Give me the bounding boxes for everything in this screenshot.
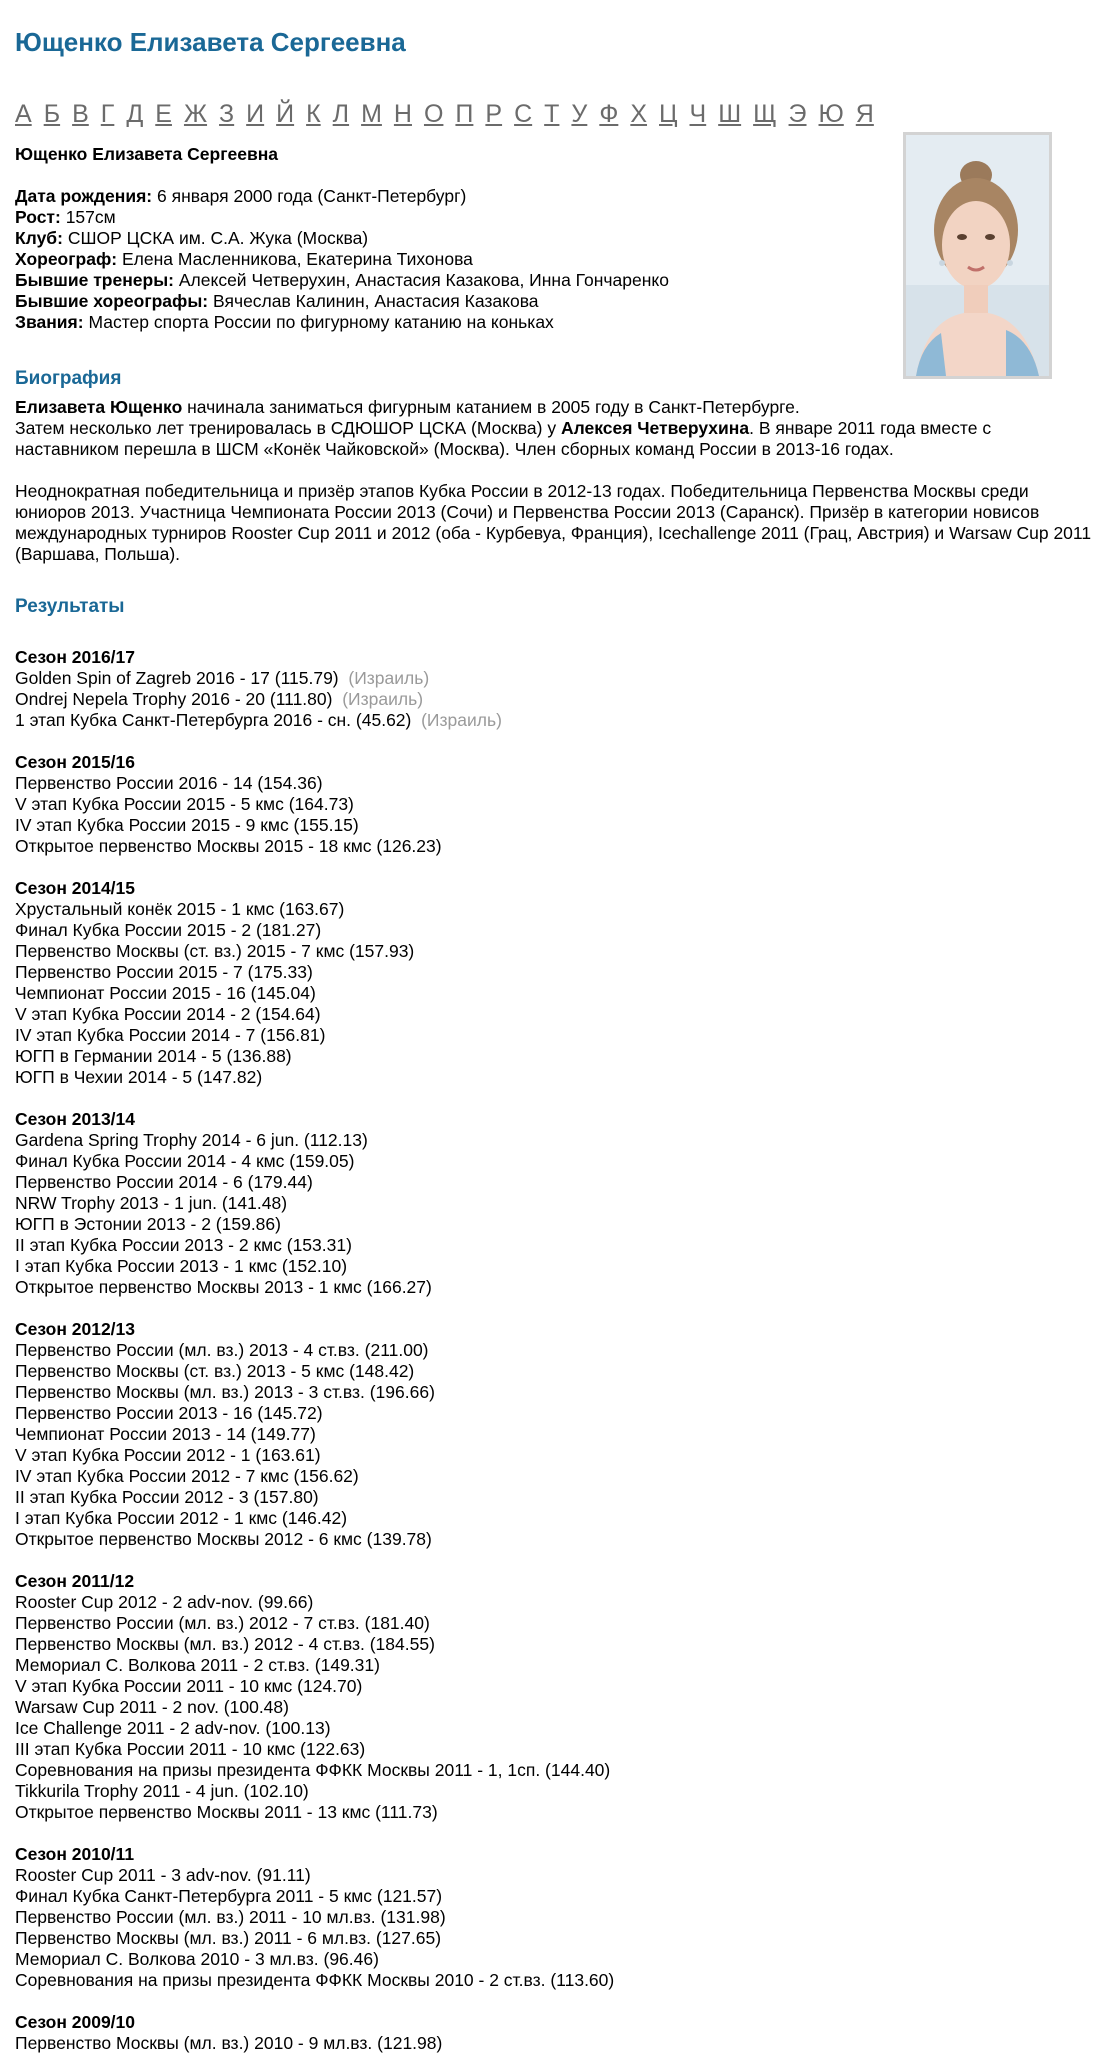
season-block	[15, 1844, 1099, 2012]
result-text: I этап Кубка России 2013 - 1 кмс (152.10)	[15, 1256, 348, 1276]
alphabet-letter-link[interactable]: С	[514, 100, 533, 128]
result-item	[15, 1760, 1099, 1781]
result-item	[15, 1487, 1099, 1508]
result-item	[15, 1004, 1099, 1025]
result-text: IV этап Кубка России 2012 - 7 кмс (156.62)	[15, 1466, 359, 1486]
alphabet-letter-link[interactable]: З	[219, 100, 235, 128]
result-item	[15, 1592, 1099, 1613]
profile-field-value: Вячеслав Калинин, Анастасия Казакова	[213, 291, 539, 311]
season-title: Сезон 2012/13	[15, 1319, 136, 1339]
result-item	[15, 1865, 1099, 1886]
result-text: Соревнования на призы президента ФФКК Москвы 2011 - 1, 1сп. (144.40)	[15, 1760, 611, 1780]
result-text: Первенство Москвы (мл. вз.) 2013 - 3 ст.вз. (196.66)	[15, 1382, 435, 1402]
result-text: Первенство России 2014 - 6 (179.44)	[15, 1172, 313, 1192]
result-text: Открытое первенство Москвы 2011 - 13 кмс (111.73)	[15, 1802, 438, 1822]
season-title: Сезон 2010/11	[15, 1844, 135, 1864]
alphabet-letter-link[interactable]: Ш	[718, 100, 742, 128]
alphabet-letter-link[interactable]: Х	[630, 100, 648, 128]
season-block	[15, 752, 1099, 878]
result-item	[15, 1529, 1099, 1550]
result-text: Первенство Москвы (ст. вз.) 2015 - 7 кмс (157.93)	[15, 941, 415, 961]
result-text: V этап Кубка России 2015 - 5 кмс (164.73)	[15, 794, 354, 814]
result-item	[15, 983, 1099, 1004]
alphabet-letter-link[interactable]: В	[72, 100, 89, 128]
season-block	[15, 1319, 1099, 1571]
result-text: ЮГП в Эстонии 2013 - 2 (159.86)	[15, 1214, 281, 1234]
season-block	[15, 647, 1099, 752]
result-item	[15, 1046, 1099, 1067]
result-item	[15, 1781, 1099, 1802]
result-item	[15, 920, 1099, 941]
result-text: Первенство России 2016 - 14 (154.36)	[15, 773, 323, 793]
result-item	[15, 1277, 1099, 1298]
results-list	[15, 647, 1099, 2054]
alphabet-letter-link[interactable]: Ч	[689, 100, 707, 128]
result-item	[15, 794, 1099, 815]
season-title: Сезон 2009/10	[15, 2012, 136, 2032]
season-title: Сезон 2014/15	[15, 878, 136, 898]
alphabet-letter-link[interactable]: Ф	[599, 100, 619, 128]
result-item	[15, 1949, 1099, 1970]
profile-field-label: Рост:	[15, 207, 61, 227]
result-text: Warsaw Cup 2011 - 2 nov. (100.48)	[15, 1697, 289, 1717]
result-item	[15, 962, 1099, 983]
result-item	[15, 1193, 1099, 1214]
result-item	[15, 1403, 1099, 1424]
result-item	[15, 1361, 1099, 1382]
result-item	[15, 1445, 1099, 1466]
athlete-photo	[903, 132, 1052, 379]
result-item	[15, 1676, 1099, 1697]
alphabet-letter-link[interactable]: Й	[276, 100, 295, 128]
alphabet-letter-link[interactable]: Л	[332, 100, 350, 128]
result-text: Gardena Spring Trophy 2014 - 6 jun. (112.13)	[15, 1130, 368, 1150]
profile-name: Ющенко Елизавета Сергеевна	[15, 144, 279, 164]
result-text: Ice Challenge 2011 - 2 adv-nov. (100.13)	[15, 1718, 331, 1738]
profile-field-value: СШОР ЦСКА им. С.А. Жука (Москва)	[67, 228, 369, 248]
profile-field-label: Клуб:	[15, 228, 63, 248]
result-item	[15, 668, 1099, 689]
biography-paragraph-1	[15, 397, 1095, 460]
season-title: Сезон 2013/14	[15, 1109, 136, 1129]
alphabet-letter-link[interactable]: М	[361, 100, 382, 128]
profile-field-value: Алексей Четверухин, Анастасия Казакова, Инна Гончаренко	[178, 270, 669, 290]
alphabet-letter-link[interactable]: Э	[788, 100, 807, 128]
result-country-note: (Израиль)	[421, 710, 502, 730]
season-block	[15, 2012, 1099, 2054]
result-text: Первенство России 2015 - 7 (175.33)	[15, 962, 313, 982]
result-item	[15, 1928, 1099, 1949]
result-item	[15, 1130, 1099, 1151]
profile-field-label: Бывшие хореографы:	[15, 291, 209, 311]
result-text: Первенство России (мл. вз.) 2011 - 10 мл.вз. (131.98)	[15, 1907, 446, 1927]
result-item	[15, 1718, 1099, 1739]
result-item	[15, 836, 1099, 857]
result-text: Первенство России 2013 - 16 (145.72)	[15, 1403, 323, 1423]
profile-field-label: Дата рождения:	[15, 186, 153, 206]
profile-field-value: Елена Масленникова, Екатерина Тихонова	[121, 249, 473, 269]
alphabet-letter-link[interactable]: Б	[43, 100, 61, 128]
alphabet-letter-link[interactable]: И	[246, 100, 265, 128]
season-title: Сезон 2015/16	[15, 752, 136, 772]
biography-athlete-name: Елизавета Ющенко	[15, 397, 183, 417]
result-item	[15, 689, 1099, 710]
alphabet-letter-link[interactable]: Е	[155, 100, 172, 128]
result-text: Rooster Cup 2011 - 3 adv-nov. (91.11)	[15, 1865, 311, 1885]
alphabet-letter-link[interactable]: Р	[485, 100, 503, 128]
result-text: IV этап Кубка России 2015 - 9 кмс (155.15)	[15, 815, 359, 835]
result-item	[15, 2033, 1099, 2054]
result-item	[15, 941, 1099, 962]
result-item	[15, 1697, 1099, 1718]
result-text: II этап Кубка России 2013 - 2 кмс (153.31)	[15, 1235, 352, 1255]
result-text: Первенство Москвы (мл. вз.) 2011 - 6 мл.вз. (127.65)	[15, 1928, 442, 1948]
result-item	[15, 1214, 1099, 1235]
results-heading: Результаты	[15, 596, 125, 617]
result-text: III этап Кубка России 2011 - 10 кмс (122.63)	[15, 1739, 366, 1759]
result-item	[15, 1739, 1099, 1760]
result-item	[15, 1886, 1099, 1907]
result-text: Tikkurila Trophy 2011 - 4 jun. (102.10)	[15, 1781, 309, 1801]
result-text: Финал Кубка Санкт-Петербурга 2011 - 5 кмс (121.57)	[15, 1886, 443, 1906]
result-item	[15, 1613, 1099, 1634]
result-text: Первенство Москвы (мл. вз.) 2010 - 9 мл.вз. (121.98)	[15, 2033, 443, 2053]
result-text: IV этап Кубка России 2014 - 7 (156.81)	[15, 1025, 326, 1045]
result-text: Первенство России (мл. вз.) 2012 - 7 ст.вз. (181.40)	[15, 1613, 430, 1633]
result-text: Мемориал С. Волкова 2011 - 2 ст.вз. (149.31)	[15, 1655, 380, 1675]
page-title: Ющенко Елизавета Сергеевна	[15, 27, 406, 57]
alphabet-letter-link[interactable]: П	[455, 100, 474, 128]
biography-heading: Биография	[15, 368, 122, 389]
result-item	[15, 773, 1099, 794]
alphabet-letter-link[interactable]: Ю	[818, 100, 844, 128]
profile-field-label: Хореограф:	[15, 249, 118, 269]
result-text: II этап Кубка России 2012 - 3 (157.80)	[15, 1487, 319, 1507]
biography-paragraph-2: Неоднократная победительница и призёр этапов Кубка России в 2012-13 годах. Победительница Первенства Москвы среди юниоров 2013. Участница Чемпионата России 2013 (Сочи) и Первенства России 2013 (Саранск). Призёр в категории новисов международных турниров Rooster Cup 2011 и 2012 (оба - Курбевуа, Франция), Icechallenge 2011 (Грац, Австрия) и Warsaw Cup 2011 (Варшава, Польша).	[15, 481, 1092, 564]
alphabet-letter-link[interactable]: О	[423, 100, 444, 128]
result-item	[15, 1340, 1099, 1361]
biography-text: Затем несколько лет тренировалась в СДЮШОР ЦСКА (Москва) у	[15, 418, 561, 438]
alphabet-letter-link[interactable]: Д	[126, 100, 144, 128]
result-text: Мемориал С. Волкова 2010 - 3 мл.вз. (96.46)	[15, 1949, 379, 1969]
alphabet-letter-link[interactable]: Я	[855, 100, 874, 128]
result-text: Первенство Москвы (мл. вз.) 2012 - 4 ст.вз. (184.55)	[15, 1634, 435, 1654]
profile-field-value: Мастер спорта России по фигурному катанию на коньках	[88, 312, 554, 332]
biography-coach-name: Алексея Четверухина	[560, 418, 750, 438]
profile-field-value: 6 января 2000 года (Санкт-Петербург)	[157, 186, 467, 206]
result-text: Соревнования на призы президента ФФКК Москвы 2010 - 2 ст.вз. (113.60)	[15, 1970, 615, 1990]
result-text: NRW Trophy 2013 - 1 jun. (141.48)	[15, 1193, 288, 1213]
result-text: Первенство России (мл. вз.) 2013 - 4 ст.вз. (211.00)	[15, 1340, 429, 1360]
result-text: ЮГП в Германии 2014 - 5 (136.88)	[15, 1046, 292, 1066]
alphabet-letter-link[interactable]: А	[15, 100, 32, 128]
result-text: Финал Кубка России 2015 - 2 (181.27)	[15, 920, 322, 940]
alphabet-letter-link[interactable]: Г	[100, 100, 115, 128]
alphabet-letter-link[interactable]: Т	[544, 100, 560, 128]
result-text: Открытое первенство Москвы 2015 - 18 кмс (126.23)	[15, 836, 442, 856]
result-item	[15, 1634, 1099, 1655]
result-item	[15, 1970, 1099, 1991]
result-text: Открытое первенство Москвы 2012 - 6 кмс (139.78)	[15, 1529, 432, 1549]
result-text: Первенство Москвы (ст. вз.) 2013 - 5 кмс (148.42)	[15, 1361, 415, 1381]
result-country-note: (Израиль)	[348, 668, 430, 688]
result-text: Rooster Cup 2012 - 2 adv-nov. (99.66)	[15, 1592, 314, 1612]
season-block	[15, 878, 1099, 1109]
result-text: V этап Кубка России 2011 - 10 кмс (124.70)	[15, 1676, 363, 1696]
alphabet-letter-link[interactable]: К	[306, 100, 321, 128]
biography-text: . В январе 2011 года вместе с наставником перешла в ШСМ «Конёк Чайковской» (Москва). Член сборных команд России в 2013-16 годах.	[15, 418, 992, 459]
result-text: I этап Кубка России 2012 - 1 кмс (146.42)	[15, 1508, 348, 1528]
alphabet-letter-link[interactable]: Н	[393, 100, 412, 128]
season-block	[15, 1109, 1099, 1319]
result-item	[15, 1256, 1099, 1277]
result-item	[15, 1235, 1099, 1256]
result-item	[15, 1172, 1099, 1193]
alphabet-letter-link[interactable]: Ж	[183, 100, 208, 128]
season-block	[15, 1571, 1099, 1844]
result-item	[15, 1508, 1099, 1529]
result-item	[15, 1655, 1099, 1676]
result-text: ЮГП в Чехии 2014 - 5 (147.82)	[15, 1067, 263, 1087]
result-text: Чемпионат России 2015 - 16 (145.04)	[15, 983, 316, 1003]
profile-field-value: 157см	[65, 207, 116, 227]
result-text: V этап Кубка России 2014 - 2 (154.64)	[15, 1004, 321, 1024]
result-item	[15, 710, 1099, 731]
result-text: Финал Кубка России 2014 - 4 кмс (159.05)	[15, 1151, 355, 1171]
result-text: Хрустальный конёк 2015 - 1 кмс (163.67)	[15, 899, 345, 919]
profile-field-label: Звания:	[15, 312, 84, 332]
alphabet-letter-link[interactable]: Щ	[753, 100, 777, 128]
result-item	[15, 1382, 1099, 1403]
alphabet-nav	[15, 98, 1099, 130]
biography-text: начинала заниматься фигурным катанием в 2005 году в Санкт-Петербурге.	[182, 397, 800, 417]
season-title: Сезон 2016/17	[15, 647, 136, 667]
alphabet-letter-link[interactable]: Ц	[659, 100, 678, 128]
result-text: 1 этап Кубка Санкт-Петербурга 2016 - сн. (45.62)	[15, 710, 412, 730]
result-text: Чемпионат России 2013 - 14 (149.77)	[15, 1424, 316, 1444]
result-item	[15, 1067, 1099, 1088]
result-item	[15, 1424, 1099, 1445]
result-text: Открытое первенство Москвы 2013 - 1 кмс (166.27)	[15, 1277, 432, 1297]
alphabet-letter-link[interactable]: У	[571, 100, 588, 128]
result-item	[15, 1802, 1099, 1823]
result-item	[15, 899, 1099, 920]
result-item	[15, 1466, 1099, 1487]
result-item	[15, 1907, 1099, 1928]
result-country-note: (Израиль)	[342, 689, 424, 709]
profile-field-label: Бывшие тренеры:	[15, 270, 174, 290]
result-item	[15, 1151, 1099, 1172]
result-text: V этап Кубка России 2012 - 1 (163.61)	[15, 1445, 321, 1465]
result-item	[15, 815, 1099, 836]
season-title: Сезон 2011/12	[15, 1571, 135, 1591]
result-item	[15, 1025, 1099, 1046]
result-text: Ondrej Nepela Trophy 2016 - 20 (111.80)	[15, 689, 333, 709]
result-text: Golden Spin of Zagreb 2016 - 17 (115.79)	[15, 668, 339, 688]
